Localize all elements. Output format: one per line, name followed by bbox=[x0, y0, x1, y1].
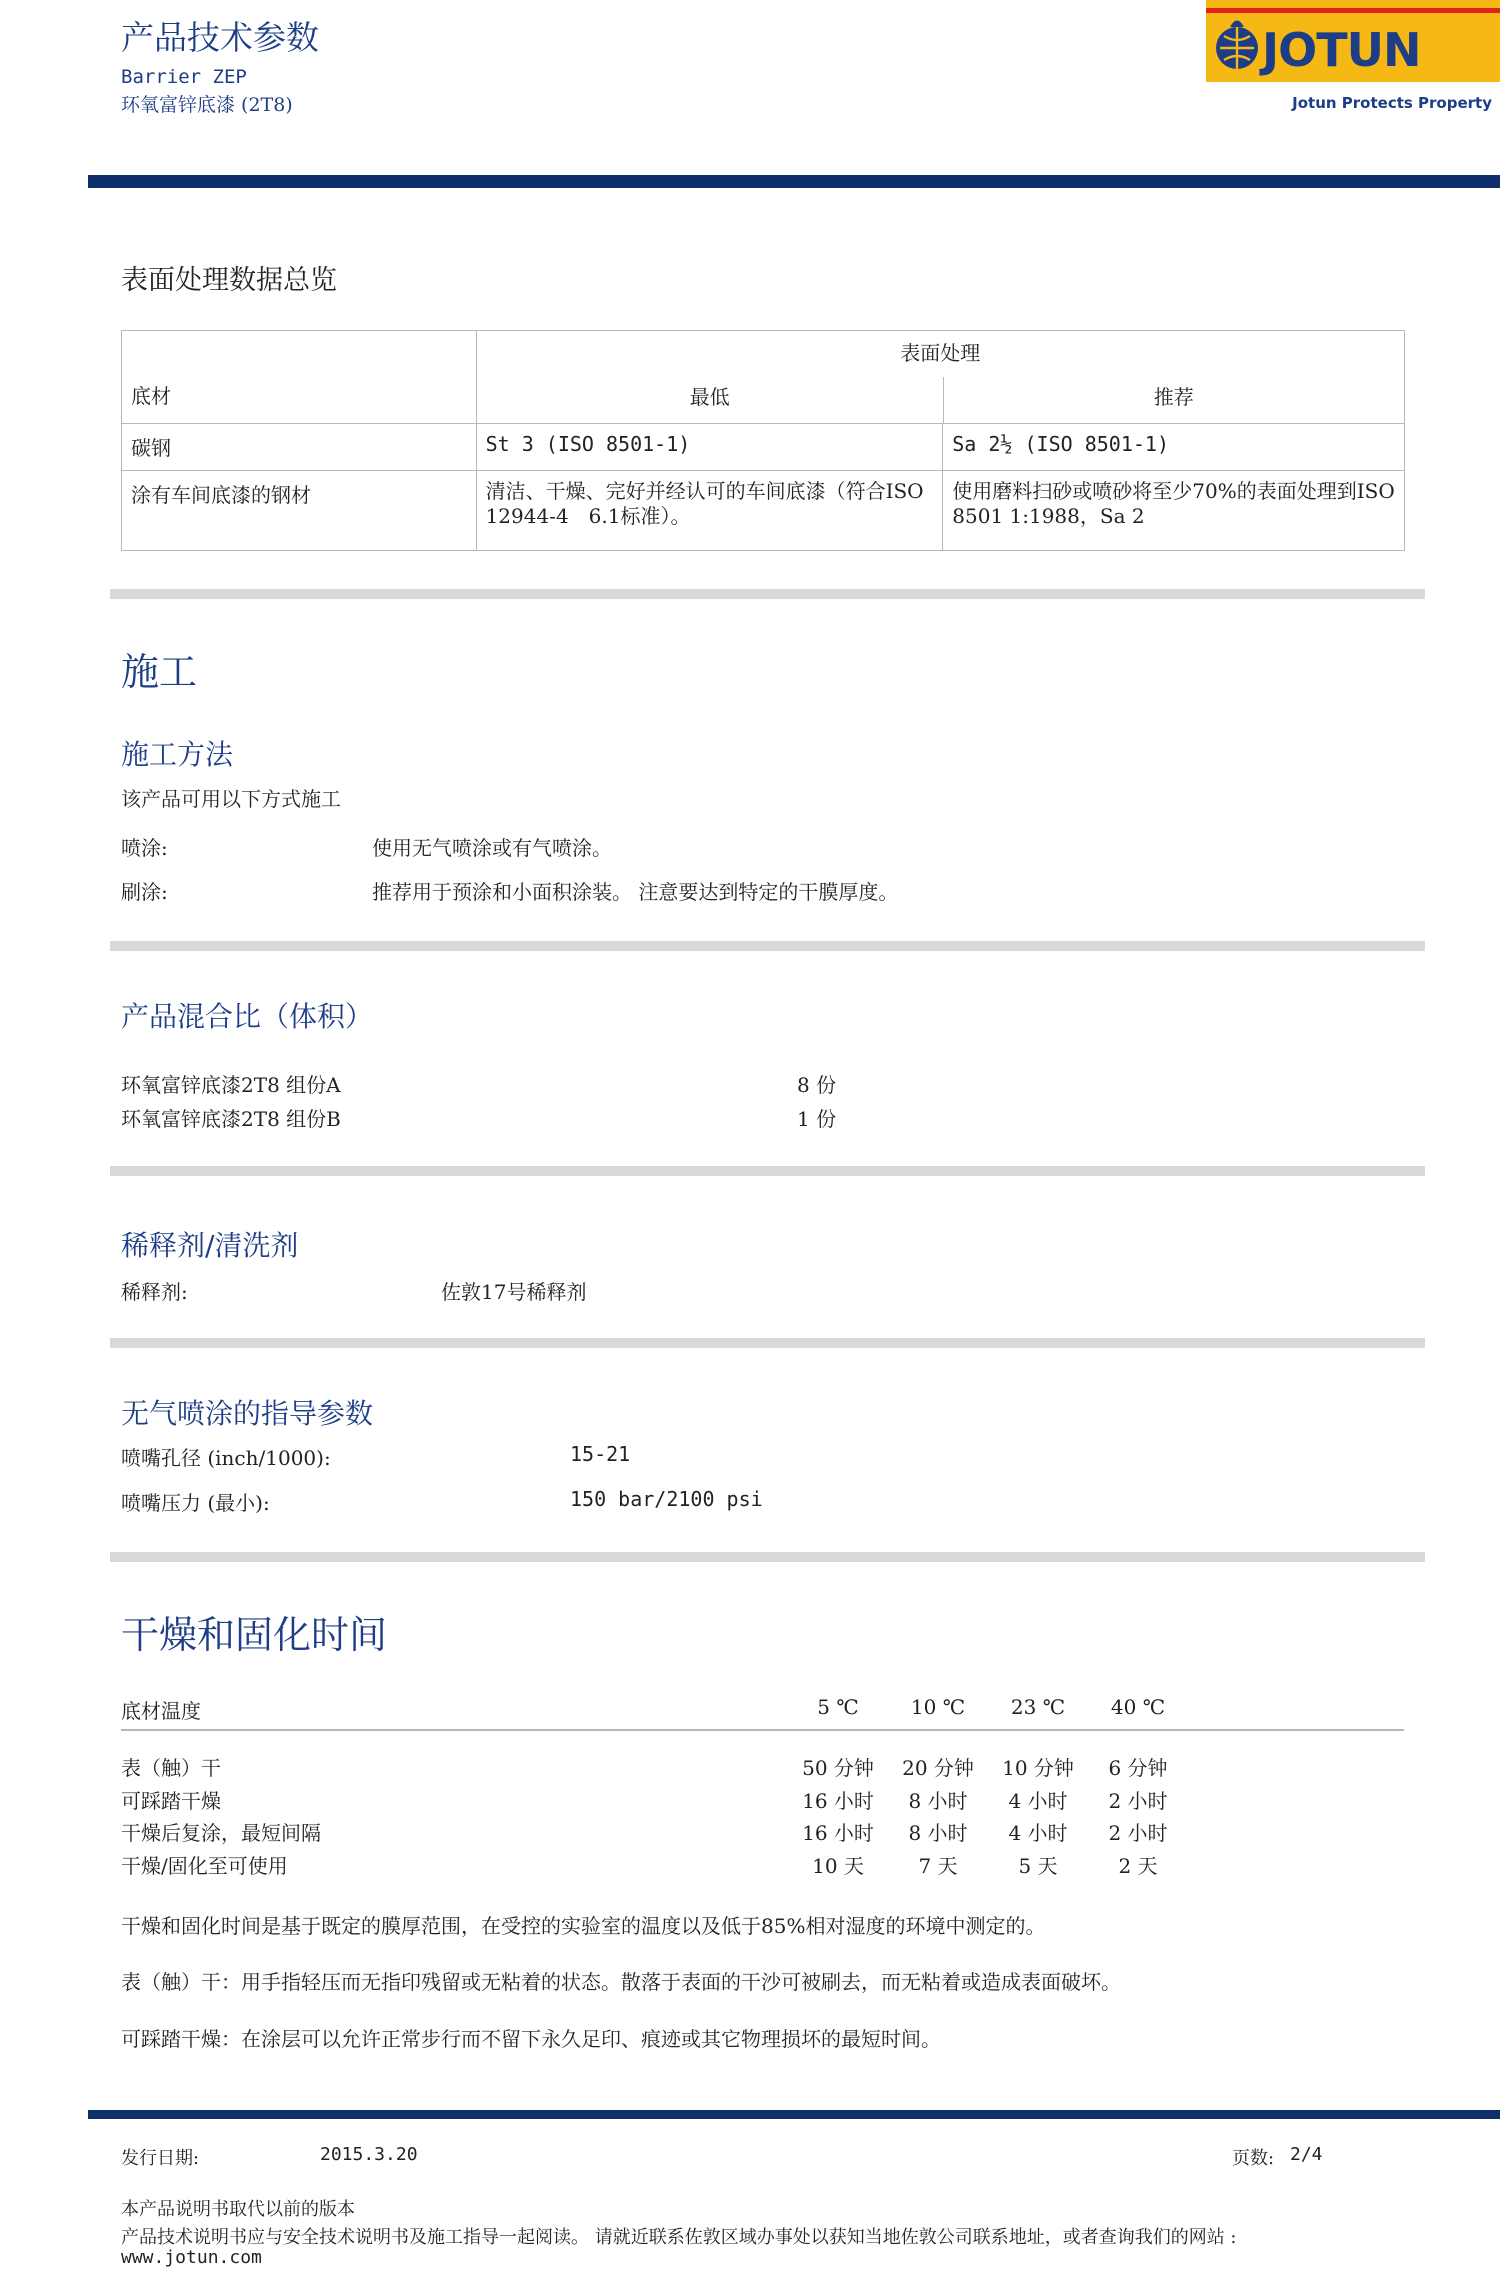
thinner-title: 稀释剂/清洗剂 bbox=[121, 1229, 299, 1262]
drying-row-label: 表（触）干 bbox=[121, 1756, 221, 1780]
drying-cell: 10 分钟 bbox=[1002, 1756, 1074, 1780]
product-chinese-name: 环氧富锌底漆 (2T8) bbox=[121, 94, 293, 116]
airless-label: 喷嘴孔径 (inch/1000): bbox=[121, 1446, 331, 1470]
cell-min: St 3 (ISO 8501-1) bbox=[476, 424, 943, 471]
section-divider bbox=[110, 1338, 1425, 1348]
drying-cell: 4 小时 bbox=[1008, 1789, 1068, 1813]
drying-cell: 2 小时 bbox=[1108, 1789, 1168, 1813]
drying-cell: 8 小时 bbox=[908, 1821, 968, 1845]
drying-cell: 50 分钟 bbox=[802, 1756, 874, 1780]
cell-substrate: 涂有车间底漆的钢材 bbox=[122, 471, 477, 551]
airless-value: 150 bar/2100 psi bbox=[570, 1487, 763, 1511]
drying-note: 表（触）干：用手指轻压而无指印残留或无粘着的状态。散落于表面的干沙可被刷去，而无粘着或造成表面破坏。 bbox=[121, 1970, 1121, 1994]
drying-temp-header: 10 ℃ bbox=[910, 1695, 966, 1719]
col-rec-header: 推荐 bbox=[1153, 385, 1194, 409]
drying-temp-header: 23 ℃ bbox=[1010, 1695, 1066, 1719]
cell-rec: Sa 2½ (ISO 8501-1) bbox=[943, 424, 1405, 471]
logo-wordmark: JOTUN bbox=[1262, 23, 1421, 77]
website-link[interactable]: www.jotun.com bbox=[121, 2247, 262, 2268]
drying-temp-header: 5 ℃ bbox=[817, 1695, 859, 1719]
product-name: Barrier ZEP bbox=[121, 66, 247, 88]
application-intro: 该产品可用以下方式施工 bbox=[121, 787, 341, 811]
header-rule bbox=[88, 175, 1500, 188]
method-value: 使用无气喷涂或有气喷涂。 bbox=[372, 836, 612, 860]
document-title: 产品技术参数 bbox=[121, 18, 319, 57]
section-divider bbox=[110, 1552, 1425, 1562]
drying-note: 干燥和固化时间是基于既定的膜厚范围，在受控的实验室的温度以及低于85%相对湿度的环境中测定的。 bbox=[121, 1914, 1046, 1938]
application-methods-title: 施工方法 bbox=[121, 738, 234, 771]
jotun-logo bbox=[1206, 0, 1500, 116]
drying-cell: 2 小时 bbox=[1108, 1821, 1168, 1845]
cell-rec: 使用磨料扫砂或喷砂将至少70%的表面处理到ISO 8501 1:1988，Sa 2 bbox=[943, 471, 1405, 551]
section-divider bbox=[110, 589, 1425, 599]
issue-date-value: 2015.3.20 bbox=[320, 2144, 418, 2165]
drying-header-rule bbox=[121, 1729, 1404, 1731]
issue-date-label: 发行日期: bbox=[121, 2148, 200, 2169]
drying-cell: 4 小时 bbox=[1008, 1821, 1068, 1845]
footer-reading-note: 产品技术说明书应与安全技术说明书及施工指导一起阅读。 请就近联系佐敦区域办事处以获知当地佐敦公司联系地址，或者查询我们的网站 : bbox=[121, 2227, 1237, 2248]
method-label: 刷涂: bbox=[121, 880, 168, 904]
footer-supersede-note: 本产品说明书取代以前的版本 bbox=[121, 2199, 355, 2220]
airless-title: 无气喷涂的指导参数 bbox=[121, 1397, 374, 1430]
drying-row-label: 干燥后复涂，最短间隔 bbox=[121, 1821, 321, 1845]
drying-cell: 10 天 bbox=[812, 1854, 864, 1878]
mix-value: 1 份 bbox=[797, 1107, 837, 1131]
drying-cell: 20 分钟 bbox=[902, 1756, 974, 1780]
drying-row-label: 可踩踏干燥 bbox=[121, 1789, 221, 1813]
airless-value: 15-21 bbox=[570, 1442, 631, 1466]
method-label: 喷涂: bbox=[121, 836, 168, 860]
col-min-header: 最低 bbox=[477, 377, 944, 423]
mix-label: 环氧富锌底漆2T8 组份A bbox=[121, 1073, 341, 1097]
thinner-value: 佐敦17号稀释剂 bbox=[441, 1280, 587, 1304]
footer-rule bbox=[88, 2110, 1500, 2119]
method-value: 推荐用于预涂和小面积涂装。 注意要达到特定的干膜厚度。 bbox=[372, 880, 899, 904]
airless-label: 喷嘴压力 (最小): bbox=[121, 1491, 270, 1515]
mix-label: 环氧富锌底漆2T8 组份B bbox=[121, 1107, 341, 1131]
drying-cell: 2 天 bbox=[1118, 1854, 1158, 1878]
mix-value: 8 份 bbox=[797, 1073, 837, 1097]
section-divider bbox=[110, 1166, 1425, 1176]
drying-cell: 8 小时 bbox=[908, 1789, 968, 1813]
drying-cell: 6 分钟 bbox=[1108, 1756, 1168, 1780]
surface-table bbox=[121, 330, 1405, 551]
surface-group-header: 表面处理 bbox=[900, 341, 981, 365]
mix-title: 产品混合比（体积） bbox=[121, 1000, 374, 1033]
application-title: 施工 bbox=[121, 650, 198, 694]
cell-min: 清洁、干燥、完好并经认可的车间底漆（符合ISO 12944-4 6.1标准）。 bbox=[476, 471, 943, 551]
drying-cell: 16 小时 bbox=[802, 1789, 874, 1813]
drying-cell: 7 天 bbox=[918, 1854, 958, 1878]
page-number: 2/4 bbox=[1290, 2144, 1323, 2165]
table-row bbox=[122, 424, 1405, 471]
logo-tagline: Jotun Protects Property bbox=[1292, 94, 1492, 112]
drying-note: 可踩踏干燥：在涂层可以允许正常步行而不留下永久足印、痕迹或其它物理损坏的最短时间。 bbox=[121, 2027, 941, 2051]
cell-substrate: 碳钢 bbox=[122, 424, 477, 471]
page-label: 页数: bbox=[1232, 2148, 1275, 2169]
col-substrate-header: 底材 bbox=[122, 331, 477, 424]
drying-temp-label: 底材温度 bbox=[121, 1699, 201, 1723]
section-divider bbox=[110, 941, 1425, 951]
table-row bbox=[122, 471, 1405, 551]
thinner-label: 稀释剂: bbox=[121, 1280, 188, 1304]
drying-row-label: 干燥/固化至可使用 bbox=[121, 1854, 288, 1878]
drying-cell: 5 天 bbox=[1018, 1854, 1058, 1878]
drying-temp-header: 40 ℃ bbox=[1110, 1695, 1166, 1719]
surface-section-title: 表面处理数据总览 bbox=[121, 265, 337, 296]
drying-cell: 16 小时 bbox=[802, 1821, 874, 1845]
drying-title: 干燥和固化时间 bbox=[121, 1613, 388, 1657]
